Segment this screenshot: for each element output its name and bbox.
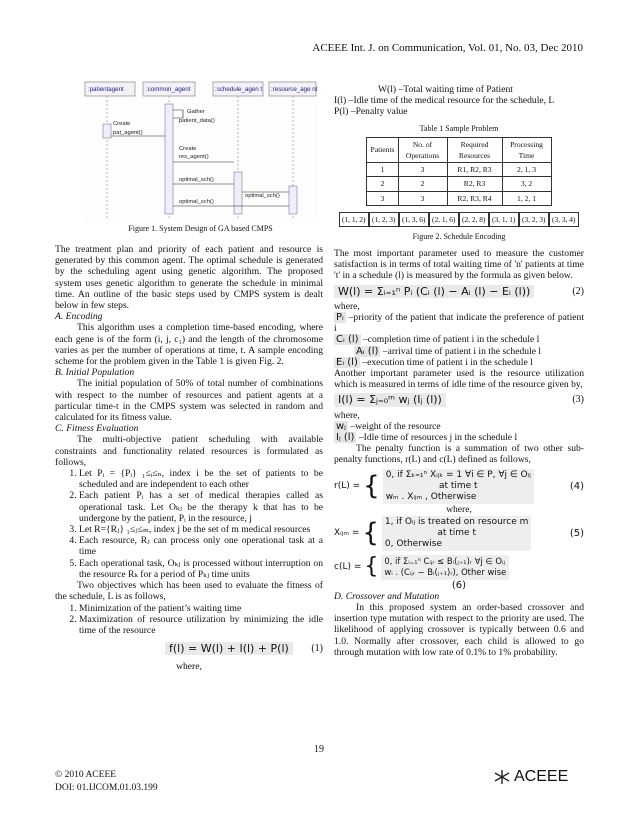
def-text: –weight of the resource [350,420,441,432]
equation-5 [334,516,584,552]
sequence-diagram-svg [83,80,318,220]
table-header: Patients [367,137,398,162]
eq5-case2: 0, Otherwise [384,538,442,549]
lifeline-schedule-agent: :schedule_agen t [215,86,263,93]
symbol-ci: Cᵢ (l) [336,334,359,346]
equation-1-number: (1) [311,643,323,655]
def-penalty: P(l) –Penalty value [334,106,408,118]
eq4-case2: wₘ . Xᵢⱼₘ , Otherwise [385,492,477,503]
list-item: 1. Let Pᵢ = {Pᵢ} ₁≤ᵢ≤ₙ, index i be the set of patients to be scheduled and are independent to each other [79,468,323,490]
list-item: 2. Each patient Pᵢ has a set of medical therapies called as operational task. Let Oₖⱼ be the therapy k that has to be undergone by the patient, Pᵢ in the resource, j [79,490,323,524]
footer-doi: DOI: 01.IJCOM.01.03.199 [55,783,158,793]
eq5-lhs: Xᵢⱼₘ = [334,527,360,538]
equation-3-formula: I(l) = Σⱼ₌₀ᵐ wⱼ (Iⱼ (l)) [334,393,446,406]
equation-5-number: (5) [569,527,584,539]
section-initial-population-heading: B. Initial Population [55,367,135,379]
def-priority [334,312,584,334]
msg-create-res: Create [179,146,197,152]
page-number: 19 [314,744,324,755]
def-text: –arrival time of patient i in the schedule l [382,345,542,357]
equation-3-number: (3) [572,394,584,406]
equation-1 [55,642,323,655]
brace-icon: { [363,471,380,502]
equation-2-number: (2) [572,285,584,297]
table-header: No. of Operations [398,137,447,162]
table-cell: 2, 1, 3 [502,163,551,177]
constraint-list [55,468,323,580]
gene: (1, 1, 2) [339,212,369,227]
table-cell: 3 [398,163,447,177]
equation-3 [334,393,584,406]
star-icon [492,769,512,785]
symbol-pi: Pᵢ [336,312,344,324]
msg-gather: Gather [187,109,205,115]
gene: (2, 2, 8) [459,212,489,227]
eq4-lhs: r(L) = [334,480,361,491]
eq6-case2: wᵢ . (Cᵢⱼᵣ − Bᵢ(ⱼ₊₁)ᵣ), Other wise [384,567,507,578]
where-label: where, [334,300,360,312]
list-item: 1. Minimization of the patient’s waiting time [79,603,323,614]
list-item: 2. Maximization of resource utilization by minimizing the idle time of the resource [79,614,323,636]
table-row [367,177,551,191]
initial-population-paragraph: The initial population of 50% of total number of combinations with respect to the number of resources and patient agents at a particular time-t in the CMPS system was selected in random and calculated for its fitness value. [55,378,323,424]
def-arrival [334,346,584,357]
def-execution [334,357,584,368]
table-row [367,163,551,177]
table-cell: R2, R3, R4 [447,191,502,205]
schedule-encoding-chromosome [334,212,584,227]
sample-problem-table [366,137,551,206]
equation-6 [334,555,584,591]
msg-patient-data: patient_data() [179,118,215,124]
waiting-time-paragraph: The most important parameter used to measure the customer satisfaction is in terms of total waiting time of 'n' patients at time 't' in a schedule (l) is measured by the formula as given below. [334,248,584,282]
lifeline-resource-agent: :resource_age nt [271,86,318,93]
equation-4-number: (4) [569,480,584,492]
left-column [55,244,323,673]
table-header: Processing Time [502,137,551,162]
msg-optimal-1: optimal_sch() [179,177,214,183]
section-fitness-heading: C. Fitness Evaluation [55,423,139,435]
table-row [367,191,551,205]
lifeline-patientagent: :patientagent [88,86,124,93]
where-label: where, [334,409,360,421]
aceee-logo [492,768,568,786]
eq5-cases [382,516,532,552]
msg-res-agent: res_agent() [179,154,209,160]
objectives-paragraph: Two objectives which has been used to evaluate the fitness of the schedule, L is as follows, [55,580,323,603]
table-cell: 1 [367,163,398,177]
def-waiting: W(l) –Total waiting time of Patient [378,84,513,95]
def-weight [334,421,584,432]
fitness-paragraph: The multi-objective patient scheduling with available constraints and functionality related resources is formulated as follows, [55,434,323,468]
figure1-caption: Figure 1. System Design of GA based CMPS [128,224,273,233]
figure2-caption: Figure 2. Schedule Encoding [412,231,506,241]
gene: (1, 2, 3) [369,212,399,227]
msg-create-pat: Create [113,121,131,127]
table-cell: 2 [367,177,398,191]
list-item: 4. Each resource, Rⱼ can process only one operational task at a time [79,535,323,557]
brace-icon: { [362,518,379,549]
journal-header: ACEEE Int. J. on Communication, Vol. 01, No. 03, Dec 2010 [312,42,583,54]
msg-optimal-2: optimal_sch() [245,193,280,199]
gene: (1, 3, 6) [399,212,429,227]
where-label: where, [446,504,472,516]
table-cell: 3, 2 [502,177,551,191]
list-item: 3. Let R={Rⱼ} ₁≤ⱼ≤ₘ, index j be the set of m medical resources [79,524,323,535]
logo-text: ACEEE [514,768,569,785]
where-label: where, [176,661,202,673]
def-text: –Idle time of resources j in the schedule l [358,432,518,444]
gene: (3, 2, 3) [519,212,549,227]
table-cell: R2, R3 [447,177,502,191]
gene: (3, 3, 4) [549,212,579,227]
crossover-paragraph: In this proposed system an order-based crossover and insertion type mutation with respect to the priority are used. The likelihood of applying crossover is typically between 0.6 and 1.0. Normally after crossover, each child is allowed to go through mutation with low rate of 0.1% to 1% probability. [334,601,584,658]
figure-sequence-diagram [83,80,318,220]
gene: (2, 1, 6) [429,212,459,227]
penalty-paragraph: The penalty function is a summation of two other sub-penalty functions, r(L) and c(L) defined as follows, [334,443,584,466]
def-text: –execution time of patient i in the schedule l [362,356,533,368]
msg-optimal-3: optimal_sch() [179,199,214,205]
table-cell: R1, R2, R3 [447,163,502,177]
equation-2-formula: W(l) = Σᵢ₌₁ⁿ Pᵢ (Cᵢ (l) − Aᵢ (l) − Eᵢ (l)) [334,285,534,298]
def-text: –priority of the patient that indicate the preference of patient i [334,312,584,335]
table-cell: 1, 2, 1 [502,191,551,205]
footer-copyright: © 2010 ACEEE [55,770,117,780]
list-item: 5. Each operational task, Oₖⱼ is processed without interruption on the resource Rₖ for a period of Pₖⱼ time units [79,558,323,580]
gene: (3, 1, 1) [489,212,519,227]
equation-6-number: (6) [451,579,467,591]
symbol-ai: Aᵢ (l) [356,345,379,357]
symbol-ei: Eᵢ (l) [336,356,358,368]
def-text: –completion time of patient i in the schedule l [362,334,540,346]
lifeline-common-agent: :common_agent [146,86,191,93]
table-cell: 3 [398,191,447,205]
msg-pat-agent: pat_agent() [113,130,143,136]
symbol-ij: Iⱼ (l) [336,432,355,444]
def-completion [334,334,584,345]
section-crossover-heading: D. Crossover and Mutation [334,590,440,602]
eq6-case1: 0, if Σᵢ₌₁ⁿ Cᵢⱼᵣ ≤ Bᵢ(ⱼ₊₁)ᵣ ∀j ∈ Oᵢⱼ [384,556,505,567]
equation-1-formula: f(l) = W(l) + I(l) + P(l) [165,642,293,655]
equation-2 [334,285,584,298]
eq6-cases [381,555,509,579]
eq5-case1: 1, if Oᵢⱼ is treated on resource m [384,516,529,527]
left-intro-paragraph: The treatment plan and priority of each patient and resource is generated by this common agent. The optimal schedule is generated by the scheduling agent using genetic algorithm. The proposed system uses genetic algorithm to generate the schedule in minimal time. An outline of the basic steps used by CMPS system is dealt below in few steps. [55,244,323,312]
table1-caption: Table 1 Sample Problem [419,123,499,133]
equation-4 [334,469,584,505]
table-cell: 2 [398,177,447,191]
table-cell: 3 [367,191,398,205]
symbol-wj: wⱼ [336,420,346,432]
eq4-case1b: at time t [438,480,478,491]
table-header: Required Resources [447,137,502,162]
eq4-case1: 0, if Σₖ₌₁ⁿ Xᵢⱼₖ = 1 ∀i ∈ P, ∀j ∈ Oᵢⱼ [385,469,531,480]
objectives-list [55,603,323,637]
eq4-cases [383,469,534,505]
encoding-paragraph: This algorithm uses a completion time-based encoding, where each gene is of the form (i, j, c₁) and the length of the chromosome varies as per the number of operations at time, t. A sample encoding scheme for the problem given in the Table 1 is given Fig. 2. [55,322,323,368]
eq5-case1b: at time t [437,527,476,538]
brace-icon: { [364,554,379,580]
def-idle-resource [334,432,584,443]
right-column [334,84,584,658]
section-encoding-heading: A. Encoding [55,311,103,323]
eq6-lhs: c(L) = [334,561,362,572]
def-idle: I(l) –Idle time of the medical resource for the schedule, L [334,95,555,107]
resource-utilization-paragraph: Another important parameter used is the resource utilization which is measured in terms of idle time of the resource given by, [334,368,584,391]
